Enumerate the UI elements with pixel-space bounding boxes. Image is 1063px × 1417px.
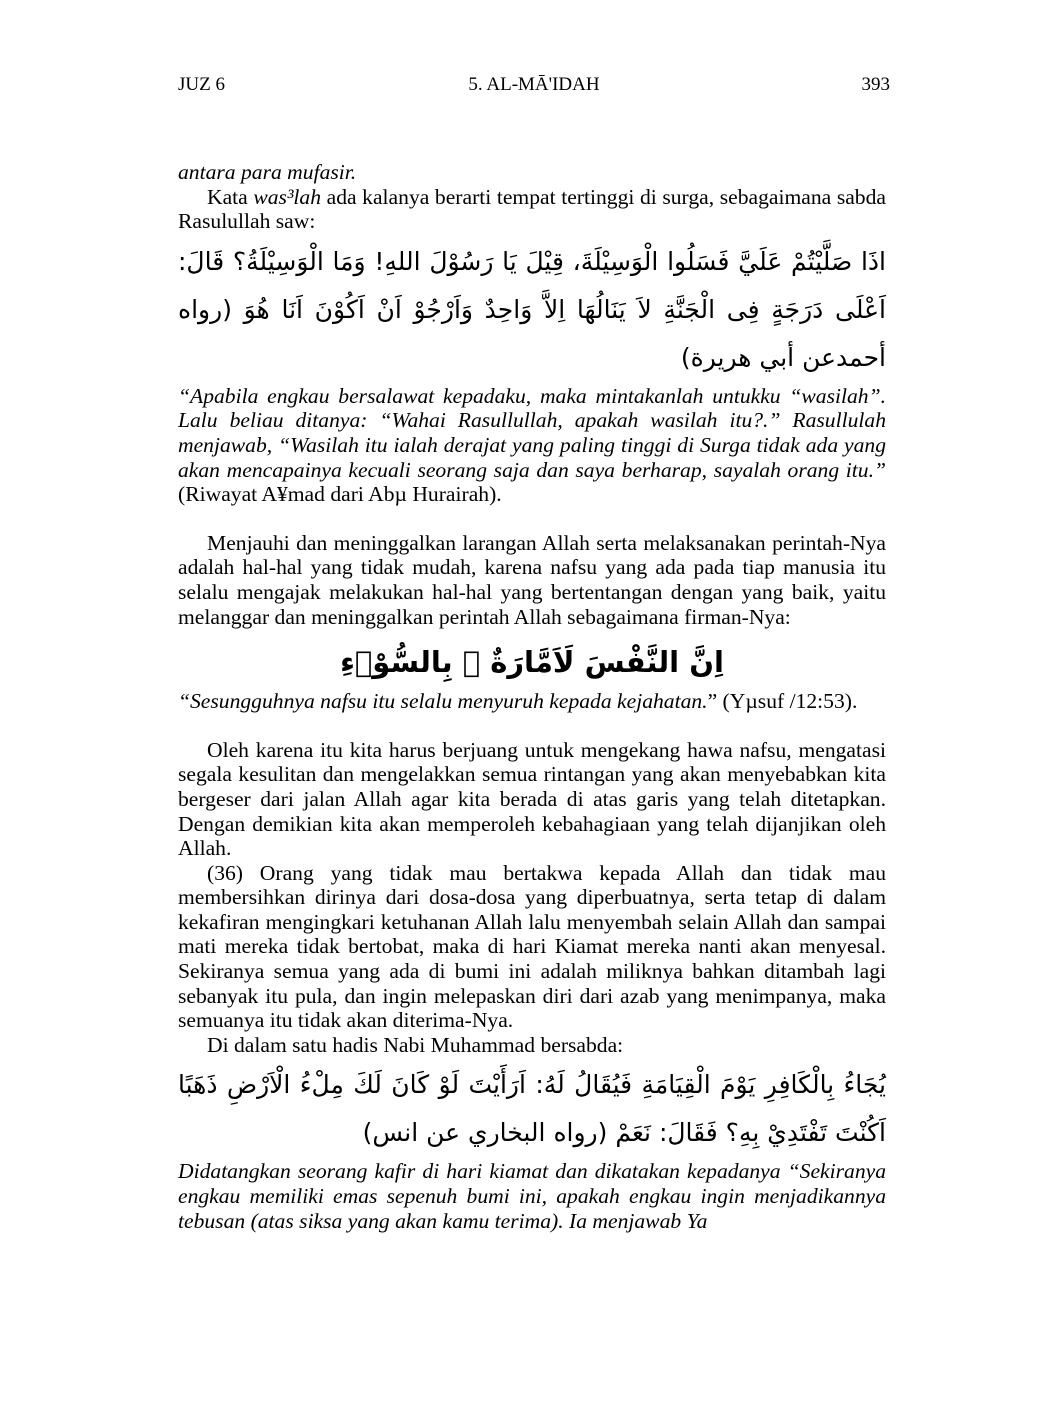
- paragraph-hadith-intro: Di dalam satu hadis Nabi Muhammad bersabda:: [207, 1032, 624, 1057]
- italic-text: antara para mufasir.: [178, 160, 357, 184]
- italic-term: was³lah: [253, 184, 322, 209]
- paragraph-nafsu: Menjauhi dan meninggalkan larangan Allah serta melaksanakan perintah-Nya adalah hal-hal yang tidak mudah, karena nafsu yang ada pada tiap manusia itu selalu mengajak melakukan hal-hal yang bertentangan dengan yang baik, yaitu melanggar dan meninggalkan perintah Allah sebagaimana firman-Nya:: [178, 530, 886, 629]
- hadith-arabic-wasilah: اذَا صَلَّيْتُمْ عَلَيَّ فَسَلُوا الْوَسِيْلَةَ، قِيْلَ يَا رَسُوْلَ اللهِ! وَمَا الْوَسِيْلَةُ؟ قَالَ: اَعْلَى دَرَجَةٍ فِى الْجَنَّةِ لاَ يَنَالُهَا اِلاَّ وَاحِدٌ وَاَرْجُوْ اَنْ اَكُوْنَ اَنَا هُوَ (رواه أحمدعن أبي هريرة): [178, 246, 886, 372]
- juz-label: JUZ 6: [178, 74, 225, 95]
- hadith-translation-wasilah: [178, 384, 886, 507]
- paragraph-berjuang: Oleh karena itu kita harus berjuang untuk mengekang hawa nafsu, mengatasi segala kesulitan dan mengelakkan semua rintangan yang akan menyebabkan kita bergeser dari jalan Allah agar kita berada di atas garis yang telah ditetapkan. Dengan demikian kita akan memperoleh kebahagiaan yang telah dijanjikan oleh Allah.: [178, 737, 886, 861]
- hadith-arabic-kafir: يُجَاءُ بِالْكَافِرِ يَوْمَ الْقِيَامَةِ فَيُقَالُ لَهُ: اَرَأَيْتَ لَوْ كَانَ لَكَ مِلْءُ الْاَرْضِ ذَهَبًا اَكُنْتَ تَفْتَدِيْ بِهِ؟ فَقَالَ: نَعَمْ (رواه البخاري عن انس): [178, 1070, 886, 1148]
- surah-title: 5. AL-MĀ'IDAH: [468, 74, 600, 95]
- translation-italic: Didatangkan seorang kafir di hari kiamat dan dikatakan kepadanya “Sekiranya engkau memiliki emas sepenuh bumi ini, apakah engkau ingin menjadikannya tebusan (atas siksa yang akan kamu terima). Ia menjawab Ya: [178, 1159, 886, 1233]
- hadith-source: (Riwayat A¥mad dari Abµ Hurairah).: [178, 482, 502, 507]
- paragraph-verse-36: (36) Orang yang tidak mau bertakwa kepada Allah dan tidak mau membersihkan dirinya dari dosa-dosa yang diperbuatnya, serta tetap di dalam kekafiran mengingkari ketuhanan Allah lalu menyembah selain Allah dan sampai mati mereka tidak bertobat, maka di hari Kiamat mereka nanti akan menyesal. Sekiranya semua yang ada di bumi ini adalah miliknya bahkan ditambah lagi sebanyak itu pula, dan ingin melepaskan diri dari azab yang menimpanya, maka semuanya itu tidak akan diterima-Nya.: [178, 860, 886, 1033]
- paragraph-continuation: [178, 160, 886, 185]
- verse-translation: [178, 689, 886, 714]
- translation-italic: “Sesungguhnya nafsu itu selalu menyuruh kepada kejahatan.: [178, 689, 708, 714]
- text-run: Kata: [207, 184, 254, 209]
- quran-verse-arabic: اِنَّ النَّفْسَ لَاَمَّارَةٌ ۢ بِالسُّوْۤءِ: [340, 645, 724, 680]
- verse-source: ” (Yµsuf /12:53).: [707, 689, 858, 714]
- text-run: ada kalanya berarti tempat tertinggi di surga, sebagaimana sabda Rasulullah saw:: [178, 184, 886, 234]
- page-header: [178, 74, 890, 100]
- hadith-translation-kafir: [178, 1159, 886, 1233]
- page-body: [178, 160, 886, 1233]
- paragraph-wasilah: [178, 185, 886, 234]
- translation-italic: “Apabila engkau bersalawat kepadaku, maka mintakanlah untukku “wasilah”. Lalu beliau ditanya: “Wahai Rasullullah, apakah wasilah itu?.” Rasullulah menjawab, “Wasilah itu ialah derajat yang paling tinggi di Surga tidak ada yang akan mencapainya kecuali seorang saja dan saya berharap, sayalah orang itu.”: [178, 383, 886, 482]
- page-number: 393: [861, 74, 890, 95]
